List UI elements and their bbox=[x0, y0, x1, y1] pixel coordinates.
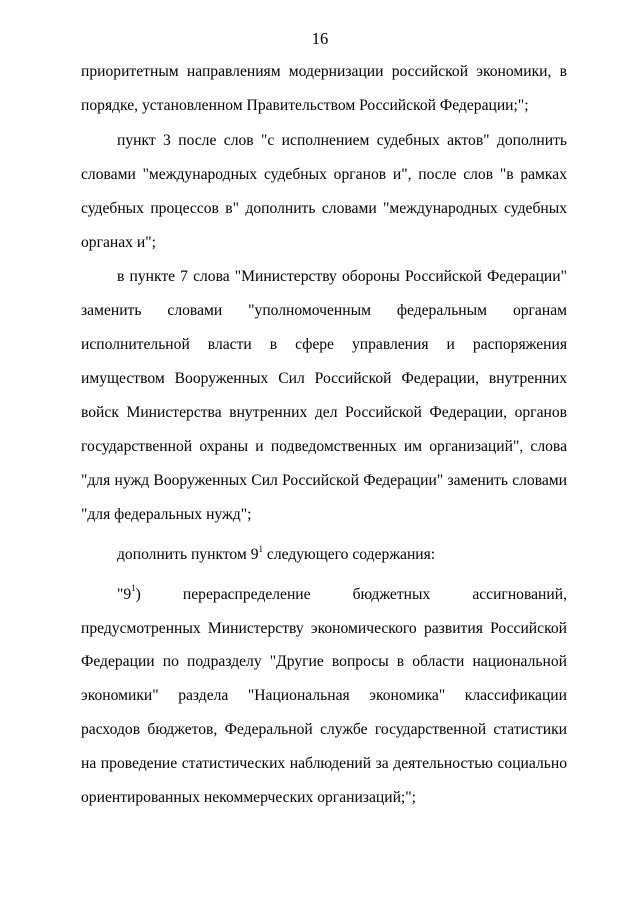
paragraph-item-3: пункт 3 после слов "с исполнением судебных актов" дополнить словами "международных судебных органов и", после слов "в рамках судебных процессов в" дополнить словами "международных судебных органах и"; bbox=[81, 131, 567, 251]
superscript-marker: 1 bbox=[258, 543, 263, 554]
paragraph-new-item bbox=[81, 578, 567, 815]
paragraph-add-item-before: дополнить пунктом 9 bbox=[117, 545, 259, 563]
paragraph-add-item-after: следующего содержания: bbox=[263, 545, 436, 563]
superscript-marker: 1 bbox=[131, 583, 136, 594]
paragraph-item-7: в пункте 7 слова "Министерству обороны Российской Федерации" заменить словами "уполномоченным федеральным органам исполнительной власти в сфере управления и распоряжения имуществом Вооруженных Сил Российской Федерации, внутренних войск Министерства внутренних дел Российской Федерации, органов государственной охраны и подведомственных им организаций", слова "для нужд Вооруженных Сил Российской Федерации" заменить словами "для федеральных нужд"; bbox=[81, 268, 567, 523]
paragraph-new-item-after: ) перераспределение бюджетных ассигнований, предусмотренных Министерству экономического развития Российской Федерации по подразделу "Другие вопросы в области национальной экономики" раздела "Национальная экономика" классификации расходов бюджетов, Федеральной службе государственной статистики на проведение статистических наблюдений за деятельностью социально ориентированных некоммерческих организаций;"; bbox=[81, 585, 567, 807]
paragraph-new-item-before: "9 bbox=[117, 585, 132, 603]
document-body bbox=[81, 55, 567, 815]
page-number: 16 bbox=[311, 29, 329, 48]
paragraph-add-item bbox=[81, 538, 567, 572]
paragraph-continuation: приоритетным направлениям модернизации российской экономики, в порядке, установленном Правительством Российской Федерации;"; bbox=[81, 63, 567, 114]
